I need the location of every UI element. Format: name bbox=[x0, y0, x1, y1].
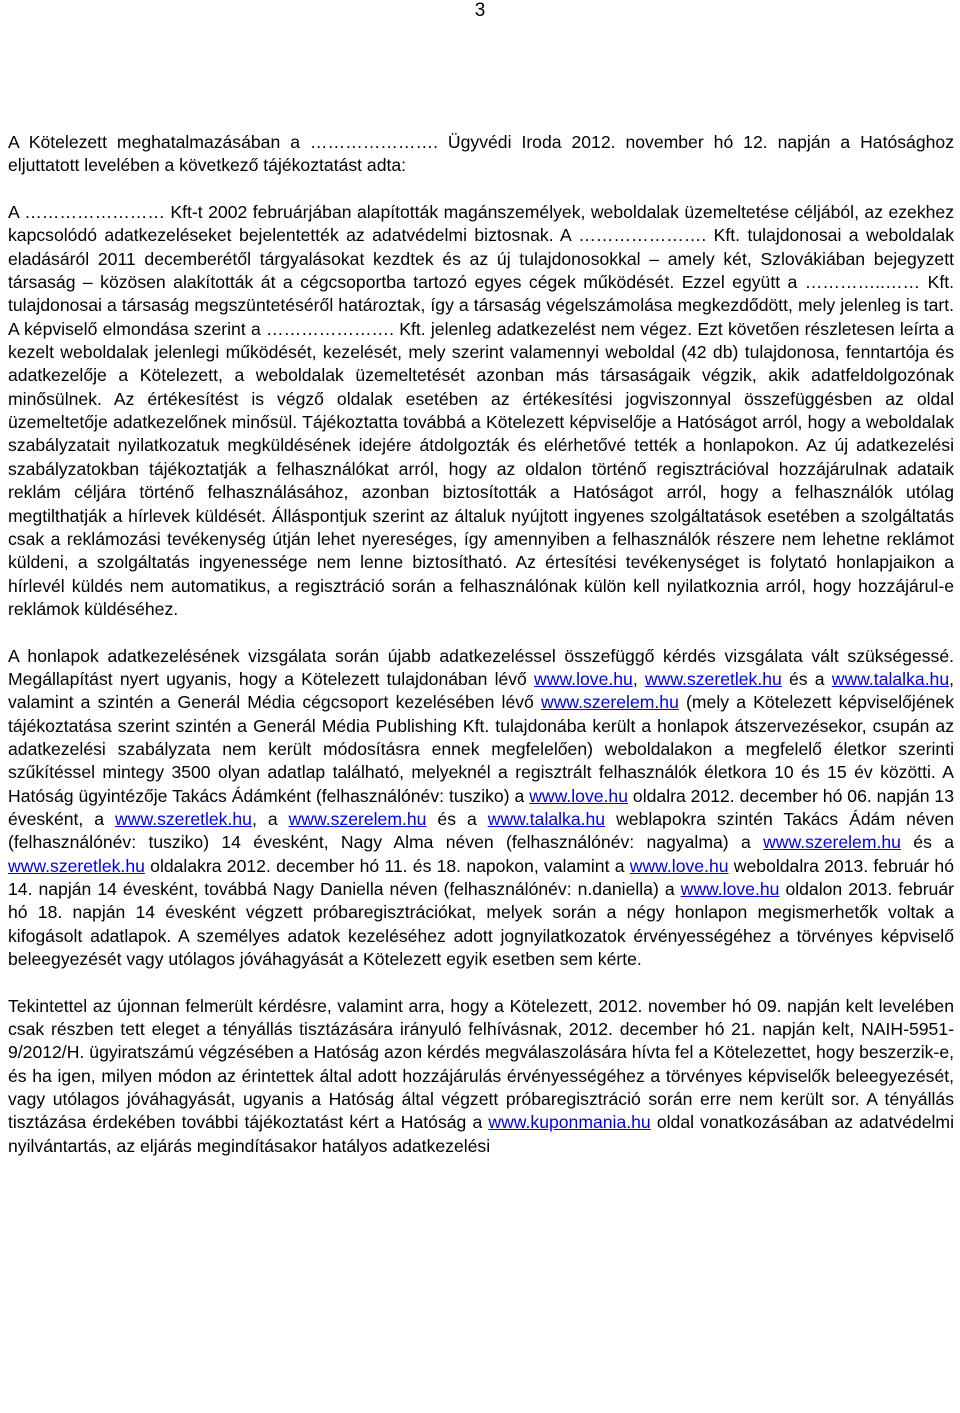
paragraph-text: weblapokra szintén Takács Ádám néven (felhasználónév: tusziko) 14 évesként, Nagy Alma néven (felhasználónév: nagyalma) a bbox=[8, 808, 955, 853]
paragraph-background bbox=[8, 201, 954, 621]
paragraph-text: és a bbox=[900, 832, 954, 853]
website-link[interactable]: www.szerelem.hu bbox=[763, 832, 901, 853]
paragraph-text: oldalon 2013. február hó 18. napján 14 évesként végzett próbaregisztrációkat, melyek során a négy honlapon megismerhetők voltak a kifogásolt adatlapok. A személyes adatok kezeléséhez adott jognyilatkozatok érvényességéhez a törvényes képviselő beleegyezését vagy utólagos jóváhagyását a Kötelezett egyik esetben sem kérte. bbox=[8, 879, 954, 970]
website-link[interactable]: www.love.hu bbox=[534, 668, 633, 689]
paragraph-text: és a bbox=[426, 808, 488, 829]
paragraph-investigation bbox=[8, 645, 954, 972]
page-number: 3 bbox=[474, 0, 486, 21]
website-link[interactable]: www.talalka.hu bbox=[487, 808, 606, 829]
paragraph-text: Tekintettel az újonnan felmerült kérdésre, valamint arra, hogy a Kötelezett, 2012. november hó 09. napján kelt levelében csak részben tett eleget a tényállás tisztázására irányuló felhívásnak, 2012. december hó 21. napján kelt, NAIH-5951-9/2012/H. ügyiratszámú végzésében a Hatóság azon kérdés megválaszolására hívta fel a Kötelezettet, hogy beszerzik-e, és ha igen, milyen módon az érintettek által adott hozzájárulás érvényességéhez a törvényes képviselők beleegyezését, vagy utólagos jóváhagyását, ugyanis a Hatóság által végzett próbaregisztráció során erre nem került sor. A tényállás tisztázása érdekében további tájékoztatást kért a Hatóság a bbox=[8, 995, 954, 1133]
website-link[interactable]: www.szeretlek.hu bbox=[8, 855, 145, 876]
paragraph-text: oldal vonatkozásában az adatvédelmi nyilvántartás, az eljárás megindításakor hatályos adatkezelési bbox=[8, 1112, 954, 1156]
website-link[interactable]: www.kuponmania.hu bbox=[488, 1112, 651, 1133]
paragraph-text: , valamint a szintén a Generál Média cégcsoport kezelésében lévő bbox=[8, 668, 955, 713]
document-body bbox=[8, 131, 954, 1158]
paragraph-text: A …………………… Kft-t 2002 februárjában alapították magánszemélyek, weboldalak üzemeltetése céljából, az ezekhez kapcsolódó adatkezeléseket bejelentették az adatvédelmi biztosnak. A …………………. Kft. tulajdonosai a weboldalak eladásáról 2011 decemberétől tárgyalásokat kezdtek és az új tulajdonosokkal – amely két, Szlovákiában bejegyzett társaság – közösen alakították át a cégcsoportba tartozó egyes cégek működését. Ezzel együtt a …………..…… Kft. tulajdonosai a társaság megszüntetéséről határoztak, így a társaság végelszámolása megkezdődött, mely jelenleg is tart. A képviselő elmondása szerint a …………………. Kft. jelenleg adatkezelést nem végez. Ezt követően részletesen leírta a kezelt weboldalak jelenlegi működését, kezelését, mely szerint valamennyi weboldal (42 db) tulajdonosa, fenntartója és adatkezelője a Kötelezett, a weboldalak üzemeltetését azonban más társaságaik végzik, akik adatfeldolgozónak minősülnek. Az értékesítést is végző oldalak esetében az értékesítési jogviszonnyal összefüggésben az oldal üzemeltetője adatkezelőnek minősül. Tájékoztatta továbbá a Kötelezett képviselője a Hatóságot arról, hogy a weboldalak szabályzatait nyilatkozatuk megküldésének idejére átdolgozták és elérhetővé tették a honlapokon. Az új adatkezelési szabályzatokban tájékoztatják a felhasználókat arról, hogy az oldalon történő regisztrációval hozzájárulnak adataik reklám céljára történő felhasználásához, azonban biztosították a Hatóságot arról, hogy a felhasználók utólag megtilthatják a hírlevek küldését. Álláspontjuk szerint az általuk nyújtott ingyenes szolgáltatások esetében a szolgáltatás csak a reklámozási tevékenység útján lehet nyereséges, így amennyiben a felhasználók részere nem lehetne reklámot küldeni, a szolgáltatás ingyenessége nem lenne biztosítható. Az értesítési tevékenységet is folytató honlapjaikon a hírlevél küldés nem automatikus, a regisztráció során a felhasználónak külön kell nyilatkoznia arról, hogy hozzájárul-e reklámok küldéséhez. bbox=[8, 202, 954, 619]
website-link[interactable]: www.love.hu bbox=[529, 785, 628, 806]
website-link[interactable]: www.love.hu bbox=[629, 855, 729, 876]
website-link[interactable]: www.szeretlek.hu bbox=[115, 808, 252, 829]
paragraph-text: A Kötelezett meghatalmazásában a …………………. Ügyvédi Iroda 2012. november hó 12. napján a Hatósághoz eljuttatott levelében a következő tájékoztatást adta: bbox=[8, 132, 954, 176]
paragraph-text: oldalakra 2012. december hó 11. és 18. napokon, valamint a bbox=[144, 855, 630, 876]
paragraph-text: weboldalra 2013. február hó 14. napján 14 évesként, továbbá Nagy Daniella néven (felhasználónév: n.daniella) a bbox=[8, 855, 954, 899]
website-link[interactable]: www.talalka.hu bbox=[831, 668, 950, 689]
paragraph-text: A honlapok adatkezelésének vizsgálata során újabb adatkezeléssel összefüggő kérdés vizsgálata vált szükségessé. Megállapítást nyert ugyanis, hogy a Kötelezett tulajdonában lévő bbox=[8, 645, 954, 689]
website-link[interactable]: www.szeretlek.hu bbox=[644, 668, 782, 689]
paragraph-intro bbox=[8, 131, 954, 178]
website-link[interactable]: www.love.hu bbox=[680, 879, 780, 899]
website-link[interactable]: www.szerelem.hu bbox=[288, 808, 427, 829]
paragraph-text: és a bbox=[781, 668, 832, 689]
paragraph-text: , bbox=[632, 668, 645, 689]
paragraph-text: oldalra 2012. december hó 06. napján 13 évesként, a bbox=[8, 785, 954, 829]
website-link[interactable]: www.szerelem.hu bbox=[541, 692, 679, 713]
paragraph-text: (mely a Kötelezett képviselőjének tájékoztatása szerint szintén a Generál Média Publishing Kft. tulajdonába került a honlapok átszervezésekor, csupán az adatkezelési szabályzata nem került módosításra ennek megfelelően) weboldalakon a megfelelő életkor szerinti szűkítéssel mintegy 3500 olyan adatlap található, melyeknél a regisztrált felhasználók életkora 10 és 15 év közötti. A Hatóság ügyintézője Takács Ádámként (felhasználónév: tusziko) a bbox=[8, 692, 954, 806]
paragraph-followup bbox=[8, 995, 954, 1158]
paragraph-text: , a bbox=[251, 808, 289, 829]
